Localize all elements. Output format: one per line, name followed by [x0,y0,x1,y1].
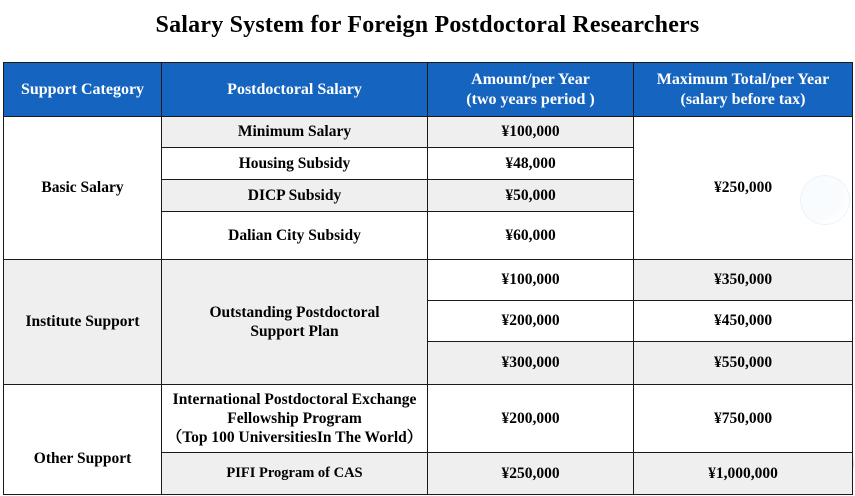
item-amount: ¥300,000 [428,342,634,385]
item-total: ¥550,000 [634,342,853,385]
item-total: ¥750,000 [634,385,853,453]
program-line: International Postdoctoral Exchange [172,391,417,408]
program-line: Outstanding Postdoctoral [209,304,380,321]
table-row [4,117,853,148]
category-basic-salary: Basic Salary [4,117,162,260]
header-maximum-total [634,63,853,117]
item-amount: ¥100,000 [428,117,634,148]
program-line: （Top 100 UniversitiesIn The World） [166,429,423,446]
item-amount: ¥200,000 [428,301,634,342]
item-amount: ¥200,000 [428,385,634,453]
table-row [4,260,853,301]
item-total: ¥350,000 [634,260,853,301]
header-row [4,63,853,117]
item-amount: ¥60,000 [428,212,634,260]
program-line: Fellowship Program [227,410,362,427]
item-amount: ¥100,000 [428,260,634,301]
item-name: Housing Subsidy [162,148,428,180]
header-max-line2: (salary before tax) [680,90,806,108]
item-name: DICP Subsidy [162,180,428,212]
page-title: Salary System for Foreign Postdoctoral Researchers [155,12,700,38]
program-international-exchange [162,385,428,453]
item-amount: ¥50,000 [428,180,634,212]
table-row [4,385,853,453]
total-basic-salary: ¥250,000 [634,117,853,260]
category-other-support: Other Support [4,385,162,495]
header-support-category: Support Category [4,63,162,117]
item-name: Dalian City Subsidy [162,212,428,260]
program-pifi: PIFI Program of CAS [162,453,428,495]
header-amount [428,63,634,117]
header-postdoctoral-salary: Postdoctoral Salary [162,63,428,117]
item-amount: ¥250,000 [428,453,634,495]
item-amount: ¥48,000 [428,148,634,180]
header-amount-line1: Amount/per Year [471,70,590,88]
program-outstanding-postdoctoral [162,260,428,385]
salary-table [3,62,853,495]
item-total: ¥450,000 [634,301,853,342]
category-institute-support: Institute Support [4,260,162,385]
header-max-line1: Maximum Total/per Year [656,70,830,88]
program-line: Support Plan [250,323,339,340]
header-amount-line2: (two years period ) [466,90,595,108]
item-name: Minimum Salary [162,117,428,148]
item-total: ¥1,000,000 [634,453,853,495]
